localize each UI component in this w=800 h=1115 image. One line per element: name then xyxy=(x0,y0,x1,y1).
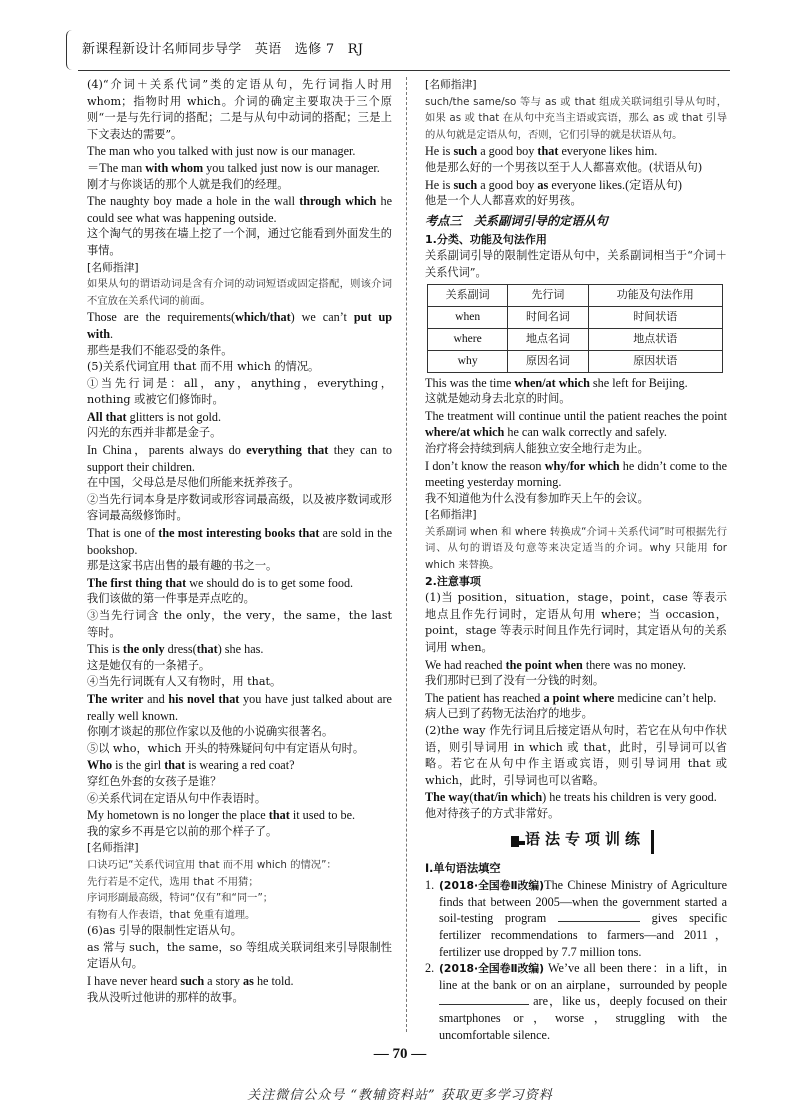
mnemonic-line: 先行若是不定代，选用 that 不用猜； xyxy=(87,875,259,888)
column-divider xyxy=(406,77,407,1032)
subsection-title: 1.分类、功能及句法作用 xyxy=(425,232,547,246)
mnemonic-line: 口诀巧记“关系代词宜用 that 而不用 which 的情况”： xyxy=(87,858,337,871)
table-cell: where xyxy=(428,328,508,350)
relative-adverb-table xyxy=(427,284,723,373)
example-translation: 我们那时已到了没有一分钱的时刻。 xyxy=(425,674,605,688)
example-translation: 他对待孩子的方式非常好。 xyxy=(425,806,560,820)
subsection-title: 2.注意事项 xyxy=(425,574,481,588)
example-sentence: All that glitters is not gold. xyxy=(87,409,222,424)
answer-blank[interactable] xyxy=(439,994,529,1005)
training-title: 语法专项训练 xyxy=(525,829,646,848)
header-rule xyxy=(78,70,730,71)
banner-mark-icon xyxy=(511,836,519,847)
example-sentence: He is such a good boy that everyone likes him. xyxy=(425,144,658,159)
table-cell: when xyxy=(428,306,508,328)
example-translation: 这是她仅有的一条裙子。 xyxy=(87,658,211,672)
example-sentence: The patient has reached a point where medicine can’t help. xyxy=(425,690,717,705)
table-cell: why xyxy=(428,350,508,372)
table-row xyxy=(428,328,723,350)
rule-item: (1)当 position，situation，stage，point，case 等表示地点且作先行词时，定语从句用 where；当 occasion，point，stage 等表示时间且作先行词时，其定语从句的关系词用 when。 xyxy=(425,591,727,655)
subsection-body: 关系副词引导的限制性定语从句中，关系副词相当于“介词＋关系代词”。 xyxy=(425,249,727,279)
exercise-question: 1. (2018·全国卷Ⅱ改编)The Chinese Ministry of Agriculture finds that between 2005—when the government started a soil-testing program gives specific fertilizer recommendations to farmers—and 2011，fertilizer use dropped by 7.7 million tons. xyxy=(425,878,728,959)
tip-text: 关系副词 when 和 where 转换成“介词＋关系代词”时可根据先行词、从句的谓语及句意等来决定适当的介词。why 只能用 for which 来替换。 xyxy=(425,525,727,572)
example-translation: 那些是我们不能忍受的条件。 xyxy=(87,343,233,357)
banner-bar xyxy=(651,830,654,854)
mnemonic-line: 有物有人作表语，that 免重有道理。 xyxy=(87,908,256,921)
example-translation: 在中国，父母总是尽他们所能来抚养孩子。 xyxy=(87,476,300,490)
right-column xyxy=(425,77,727,1043)
running-header: 新课程新设计名师同步导学 英语 选修 7 RJ xyxy=(82,42,364,57)
example-translation: 那是这家书店出售的最有趣的书之一。 xyxy=(87,559,278,573)
rule-item: ⑤以 who，which 开头的特殊疑问句中有定语从句时。 xyxy=(87,741,365,755)
rule-item: ④当先行词既有人又有物时，用 that。 xyxy=(87,675,282,689)
example-sentence: Who is the girl that is wearing a red coat? xyxy=(87,758,295,773)
table-header: 关系副词 xyxy=(428,284,508,306)
table-row xyxy=(428,350,723,372)
example-translation: 我不知道他为什么没有参加昨天上午的会议。 xyxy=(425,491,649,505)
example-translation: 这就是她动身去北京的时间。 xyxy=(425,392,571,406)
header-ornament xyxy=(66,30,75,70)
tip-label: [名师指津] xyxy=(425,508,477,522)
example-translation: 这个淘气的男孩在墙上挖了一个洞，通过它能看到外面发生的事情。 xyxy=(87,227,392,257)
example-sentence: Those are the requirements(which/that) we can’t put up with. xyxy=(87,310,393,341)
paragraph-6: (6)as 引导的限制性定语从句。 xyxy=(87,924,242,938)
exercise-question: 2. (2018·全国卷Ⅱ改编) We’ve all been there：in a lift，in line at the bank or on an airplane，surrounded by people are，like us，deeply focused on their smartphones or，worse，struggling with the uncomfortable silence. xyxy=(425,961,727,1042)
example-translation: 病人已到了药物无法治疗的地步。 xyxy=(425,707,593,721)
rule-item: ③当先行词含 the only，the very，the same，the last 等时。 xyxy=(87,609,392,639)
paragraph-5: (5)关系代词宜用 that 而不用 which 的情况。 xyxy=(87,360,320,374)
table-header: 功能及句法作用 xyxy=(588,284,722,306)
table-cell: 时间名词 xyxy=(508,306,588,328)
example-translation: 我从没听过他讲的那样的故事。 xyxy=(87,990,244,1004)
example-sentence: He is such a good boy as everyone likes.(定语从句) xyxy=(425,177,682,192)
rule-item: (2)the way 作先行词且后接定语从句时，若它在从句中作状语，则引导词用 in which 或 that，此时，引导词可以省略。若它在从句中作主语或宾语，则引导词用 that 或 which，此时，引导词也可以省略。 xyxy=(425,724,727,787)
example-sentence: ＝The man with whom you talked just now is our manager. xyxy=(87,160,380,175)
tip-label: [名师指津] xyxy=(87,841,139,855)
tip-text: such/the same/so 等与 as 或 that 组成关联词组引导从句时，如果 as 或 that 在从句中充当主语或宾语，那么 as 或 that 引导的从句就是定语从句，否则，它们引导的就是状语从句。 xyxy=(425,95,727,141)
rule-item: ⑥关系代词在定语从句中作表语时。 xyxy=(87,791,267,805)
table-cell: 原因状语 xyxy=(588,350,722,372)
example-sentence: The way(that/in which) he treats his children is very good. xyxy=(425,790,717,805)
exercise-section-title: Ⅰ.单句语法填空 xyxy=(425,861,501,875)
rule-item: as 常与 such，the same，so 等组成关联词组来引导限制性定语从句。 xyxy=(87,940,392,971)
example-sentence: The man who you talked with just now is our manager. xyxy=(87,144,356,159)
example-sentence: In China，parents always do everything that they can to support their children. xyxy=(87,443,392,474)
example-sentence: I don’t know the reason why/for which he didn’t come to the meeting yesterday morning. xyxy=(425,458,728,490)
rule-item: ②当先行词本身是序数词或形容词最高级，以及被序数词或形容词最高级修饰时。 xyxy=(87,492,392,523)
example-sentence: This was the time when/at which she left for Beijing. xyxy=(425,375,688,390)
mnemonic-line: 序词形副最高级，特词“仅有”和“同一”； xyxy=(87,892,274,905)
table-cell: 地点状语 xyxy=(588,328,722,350)
tip-text: 如果从句的谓语动词是含有介词的动词短语或固定搭配，则该介词不宜放在关系代词的前面。 xyxy=(87,278,392,307)
example-sentence: My hometown is no longer the place that it used to be. xyxy=(87,808,356,823)
example-sentence: We had reached the point when there was no money. xyxy=(425,657,686,672)
example-translation: 闪光的东西并非都是金子。 xyxy=(87,426,222,440)
example-sentence: This is the only dress(that) she has. xyxy=(87,642,264,657)
table-cell: 时间状语 xyxy=(588,306,722,328)
table-header: 先行词 xyxy=(508,284,588,306)
footer-promo: 关注微信公众号 “教辅资料站” 获取更多学习资料 xyxy=(247,1088,553,1103)
training-banner xyxy=(425,826,727,860)
example-translation: 刚才与你谈话的那个人就是我们的经理。 xyxy=(87,177,289,191)
tip-label: [名师指津] xyxy=(87,260,139,274)
example-translation: 他是那么好的一个男孩以至于人人都喜欢他。(状语从句) xyxy=(425,160,703,174)
example-sentence: The writer and his novel that you have just talked about are really well known. xyxy=(87,691,392,723)
rule-item: ①当先行词是：all，any，anything，everything，nothing 或被它们修饰时。 xyxy=(87,376,392,407)
example-translation: 他是一个人人都喜欢的好男孩。 xyxy=(425,194,582,208)
example-sentence: That is one of the most interesting books that are sold in the bookshop. xyxy=(87,526,392,557)
example-translation: 你刚才谈起的那位作家以及他的小说确实很著名。 xyxy=(87,725,334,739)
example-sentence: The treatment will continue until the patient reaches the point where/at which he can walk correctly and safely. xyxy=(425,408,727,440)
left-column xyxy=(87,77,392,1006)
table-cell: 原因名词 xyxy=(508,350,588,372)
page-number: — 70 — xyxy=(373,1046,427,1062)
example-translation: 我们该做的第一件事是弄点吃的。 xyxy=(87,592,255,606)
example-sentence: I have never heard such a story as he told. xyxy=(87,974,294,989)
section-heading: 考点三 关系副词引导的定语从句 xyxy=(425,213,608,228)
answer-blank[interactable] xyxy=(558,911,640,922)
example-sentence: The first thing that we should do is to get some food. xyxy=(87,575,354,590)
table-row xyxy=(428,306,723,328)
tip-label: [名师指津] xyxy=(425,78,477,91)
table-cell: 地点名词 xyxy=(508,328,588,350)
example-translation: 穿红色外套的女孩子是谁？ xyxy=(87,774,222,788)
paragraph-4: (4)“介词＋关系代词”类的定语从句，先行词指人时用 whom；指物时用 which。介词的确定主要取决于三个原则“一是与先行词的搭配；二是与从句中动词的搭配；三是上下文表达的需要”。 xyxy=(87,78,392,141)
example-translation: 治疗将会持续到病人能独立安全地行走为止。 xyxy=(425,441,649,455)
example-sentence: The naughty boy made a hole in the wall through which he could see what was happening outside. xyxy=(87,194,392,225)
table-header-row xyxy=(428,284,723,306)
example-translation: 我的家乡不再是它以前的那个样子了。 xyxy=(87,824,278,838)
